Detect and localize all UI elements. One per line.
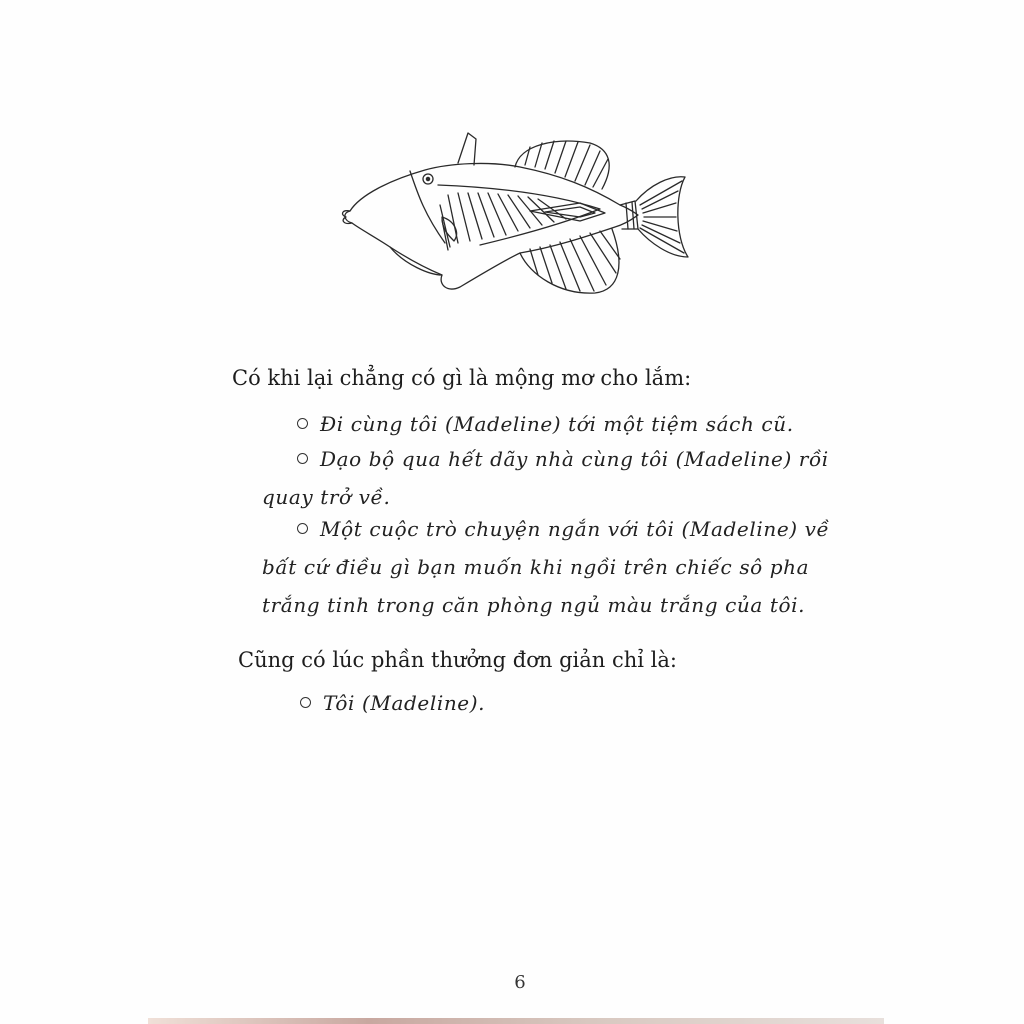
circle-bullet-icon	[297, 453, 308, 464]
circle-bullet-icon	[297, 418, 308, 429]
list-item: Tôi (Madeline).	[300, 684, 600, 722]
intro-line-1: Có khi lại chẳng có gì là mộng mơ cho lắm:	[232, 366, 692, 390]
circle-bullet-icon	[300, 697, 311, 708]
circle-bullet-icon	[297, 523, 308, 534]
triggerfish-illustration-icon	[330, 125, 700, 305]
list-item: Dạo bộ qua hết dãy nhà cùng tôi (Madeline) rồi quay trở về.	[262, 447, 829, 509]
page-bottom-edge	[148, 1018, 884, 1024]
list-item: Một cuộc trò chuyện ngắn với tôi (Madeline) về bất cứ điều gì bạn muốn khi ngồi trên chiếc sô pha trắng tinh trong căn phòng ngủ màu trắng của tôi.	[262, 517, 830, 617]
intro-line-2: Cũng có lúc phần thưởng đơn giản chỉ là:	[238, 648, 677, 672]
list-item: Đi cùng tôi (Madeline) tới một tiệm sách cũ.	[297, 405, 817, 443]
page-number: 6	[514, 972, 526, 993]
